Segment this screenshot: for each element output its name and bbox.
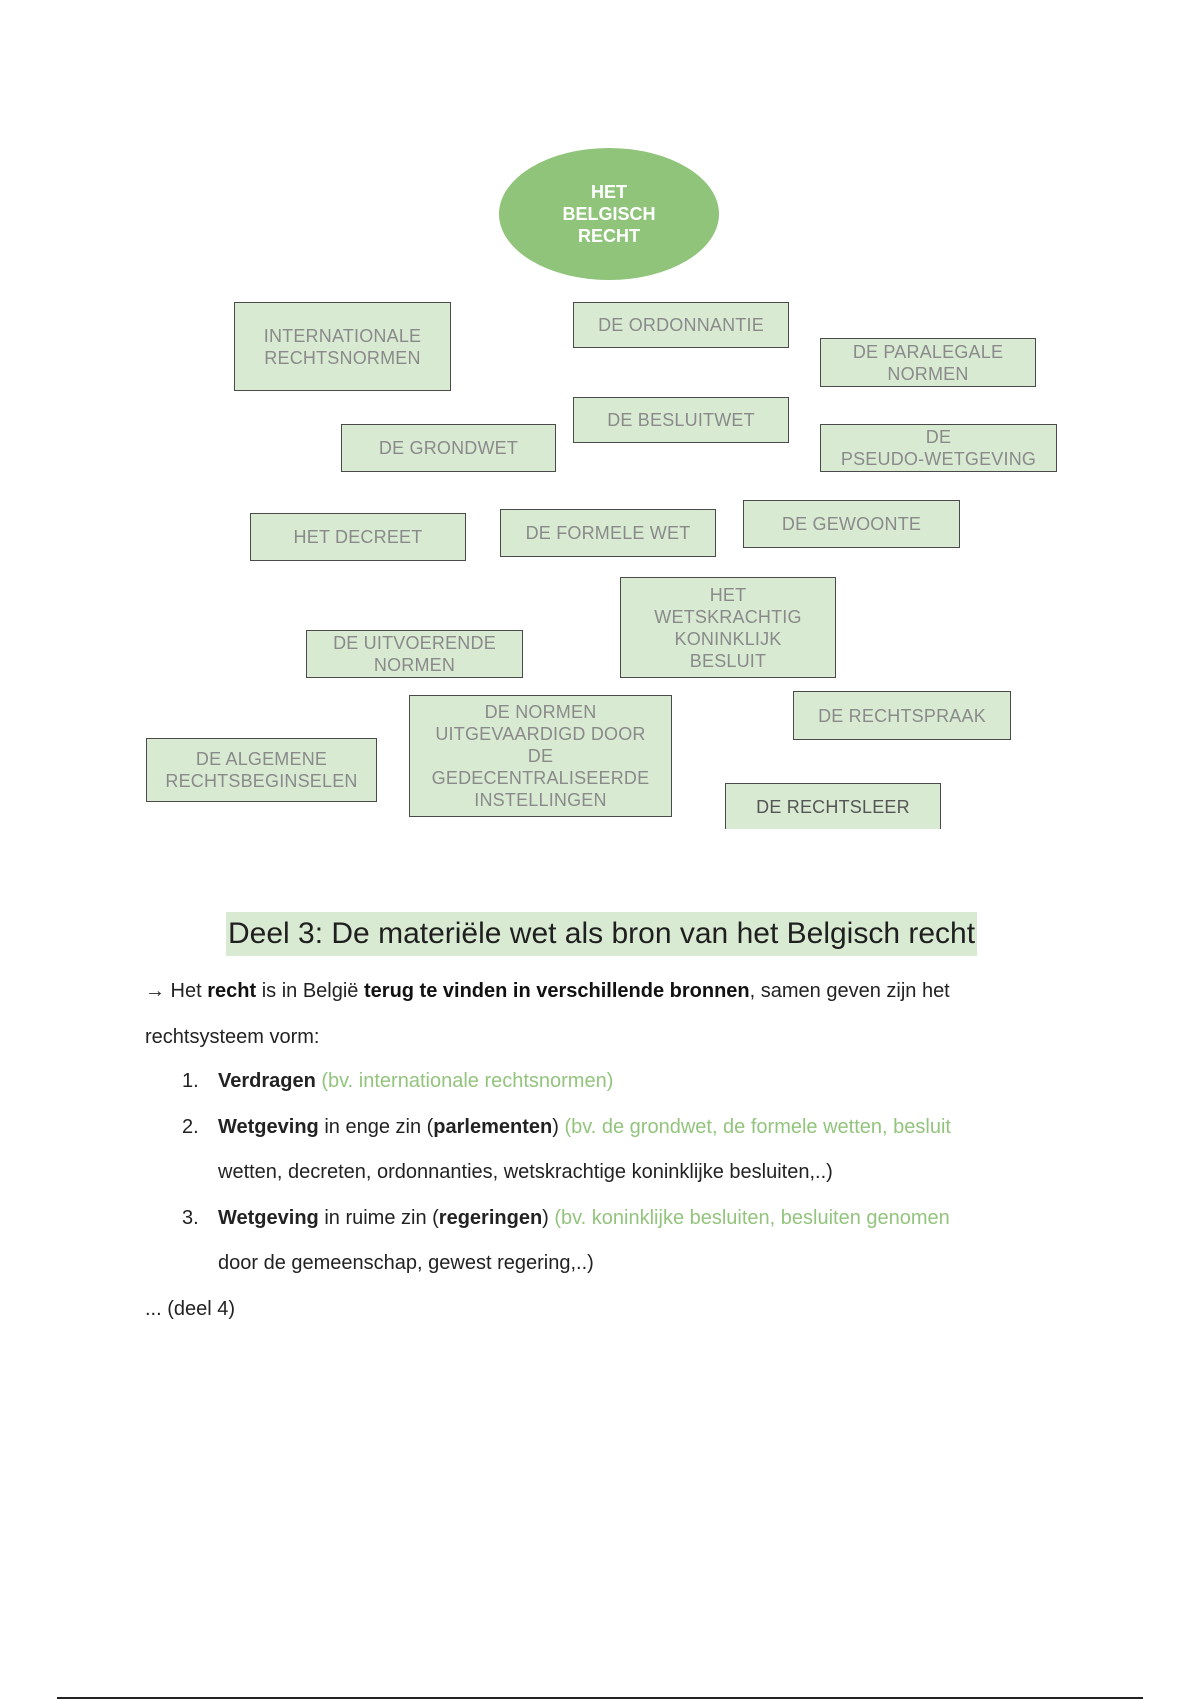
list-number: 2. xyxy=(182,1116,199,1138)
list-text: in enge zin ( xyxy=(318,1116,434,1138)
node-het-wetskrachtig-koninklijk-besluit xyxy=(620,577,836,678)
node-de-ordonnantie xyxy=(573,302,789,348)
list-text: in ruime zin ( xyxy=(318,1207,439,1229)
root-line-1: HET xyxy=(590,182,627,202)
node-de-gewoonte xyxy=(743,500,960,548)
list-number: 1. xyxy=(182,1070,199,1092)
node-label: DE GRONDWET xyxy=(378,438,519,458)
node-label: DE NORMEN xyxy=(484,702,597,722)
node-label: NORMEN xyxy=(887,363,969,384)
arrow-icon: → xyxy=(145,980,165,1002)
node-label: DE BESLUITWET xyxy=(607,410,755,430)
intro-bold: recht xyxy=(207,980,257,1002)
node-label: DE ALGEMENE xyxy=(195,749,328,769)
list-bold: Wetgeving xyxy=(218,1207,319,1229)
list-note: (bv. koninklijke besluiten, besluiten genomen xyxy=(548,1207,950,1229)
node-label: PSEUDO-WETGEVING xyxy=(840,449,1037,469)
node-label: DE UITVOERENDE xyxy=(333,633,496,653)
bottom-rule xyxy=(57,1697,1143,1699)
node-label: HET xyxy=(709,584,747,605)
node-label: UITGEVAARDIGD DOOR xyxy=(435,724,646,744)
node-de-formele-wet xyxy=(500,509,716,557)
node-internationale-rechtsnormen xyxy=(234,302,451,391)
list-text: ) xyxy=(552,1116,559,1138)
node-de-rechtsleer xyxy=(725,783,941,829)
node-de-normen-gedecentraliseerde-instellingen xyxy=(409,695,672,817)
node-label: DE xyxy=(925,427,952,447)
node-de-paralegale-normen xyxy=(820,338,1036,387)
node-de-pseudo-wetgeving xyxy=(820,424,1057,472)
root-line-3: RECHT xyxy=(577,226,640,246)
intro-line-2: rechtsysteem vorm: xyxy=(145,1026,320,1048)
node-label: RECHTSNORMEN xyxy=(264,347,421,368)
footer-text: ... (deel 4) xyxy=(145,1298,236,1320)
node-label: DE RECHTSLEER xyxy=(756,796,910,817)
node-de-algemene-rechtsbeginselen xyxy=(146,738,377,802)
node-label: GEDECENTRALISEERDE xyxy=(431,768,650,788)
node-de-uitvoerende-normen xyxy=(306,630,523,678)
intro-line-1 xyxy=(145,978,1045,1004)
node-label: RECHTSBEGINSELEN xyxy=(165,771,358,791)
node-label: KONINKLIJK xyxy=(674,628,782,649)
intro-text: Het xyxy=(165,980,208,1002)
root-line-2: BELGISCH xyxy=(562,204,656,224)
list-note-continued: wetten, decreten, ordonnanties, wetskrachtige koninklijke besluiten,..) xyxy=(218,1161,833,1183)
intro-bold: terug te vinden in verschillende bronnen xyxy=(364,980,750,1002)
node-label: BESLUIT xyxy=(689,650,767,671)
list-text: ) xyxy=(542,1207,549,1229)
node-label: INTERNATIONALE xyxy=(263,325,422,346)
intro-text: , samen geven zijn het xyxy=(749,980,950,1002)
node-de-rechtspraak xyxy=(793,691,1011,740)
node-label: DE PARALEGALE xyxy=(852,341,1004,362)
node-label: DE FORMELE WET xyxy=(525,523,691,543)
list-bold: regeringen xyxy=(438,1207,543,1229)
node-de-grondwet xyxy=(341,424,556,472)
node-label: NORMEN xyxy=(373,655,456,675)
node-label: DE ORDONNANTIE xyxy=(598,315,764,335)
list-item xyxy=(218,1205,1058,1231)
intro-text: is in België xyxy=(256,980,364,1002)
node-label: DE RECHTSPRAAK xyxy=(818,705,986,726)
node-label: HET DECREET xyxy=(293,527,423,547)
node-label: WETSKRACHTIG xyxy=(654,606,802,627)
list-note: (bv. de grondwet, de formele wetten, besluit xyxy=(558,1116,951,1138)
node-label: DE xyxy=(527,746,554,766)
node-label: DE GEWOONTE xyxy=(781,514,922,534)
section-heading: Deel 3: De materiële wet als bron van het Belgisch recht xyxy=(226,912,977,956)
list-bold: Wetgeving xyxy=(218,1116,319,1138)
list-note-continued: door de gemeenschap, gewest regering,..) xyxy=(218,1252,594,1274)
list-bold: parlementen xyxy=(433,1116,553,1138)
list-item xyxy=(218,1068,1058,1094)
node-het-decreet xyxy=(250,513,466,561)
list-item xyxy=(218,1114,1058,1140)
list-note: (bv. internationale rechtsnormen) xyxy=(315,1070,614,1092)
node-de-besluitwet xyxy=(573,397,789,443)
list-number: 3. xyxy=(182,1207,199,1229)
list-bold: Verdragen xyxy=(218,1070,316,1092)
node-label: INSTELLINGEN xyxy=(474,790,607,810)
root-node-het-belgisch-recht xyxy=(499,148,719,280)
